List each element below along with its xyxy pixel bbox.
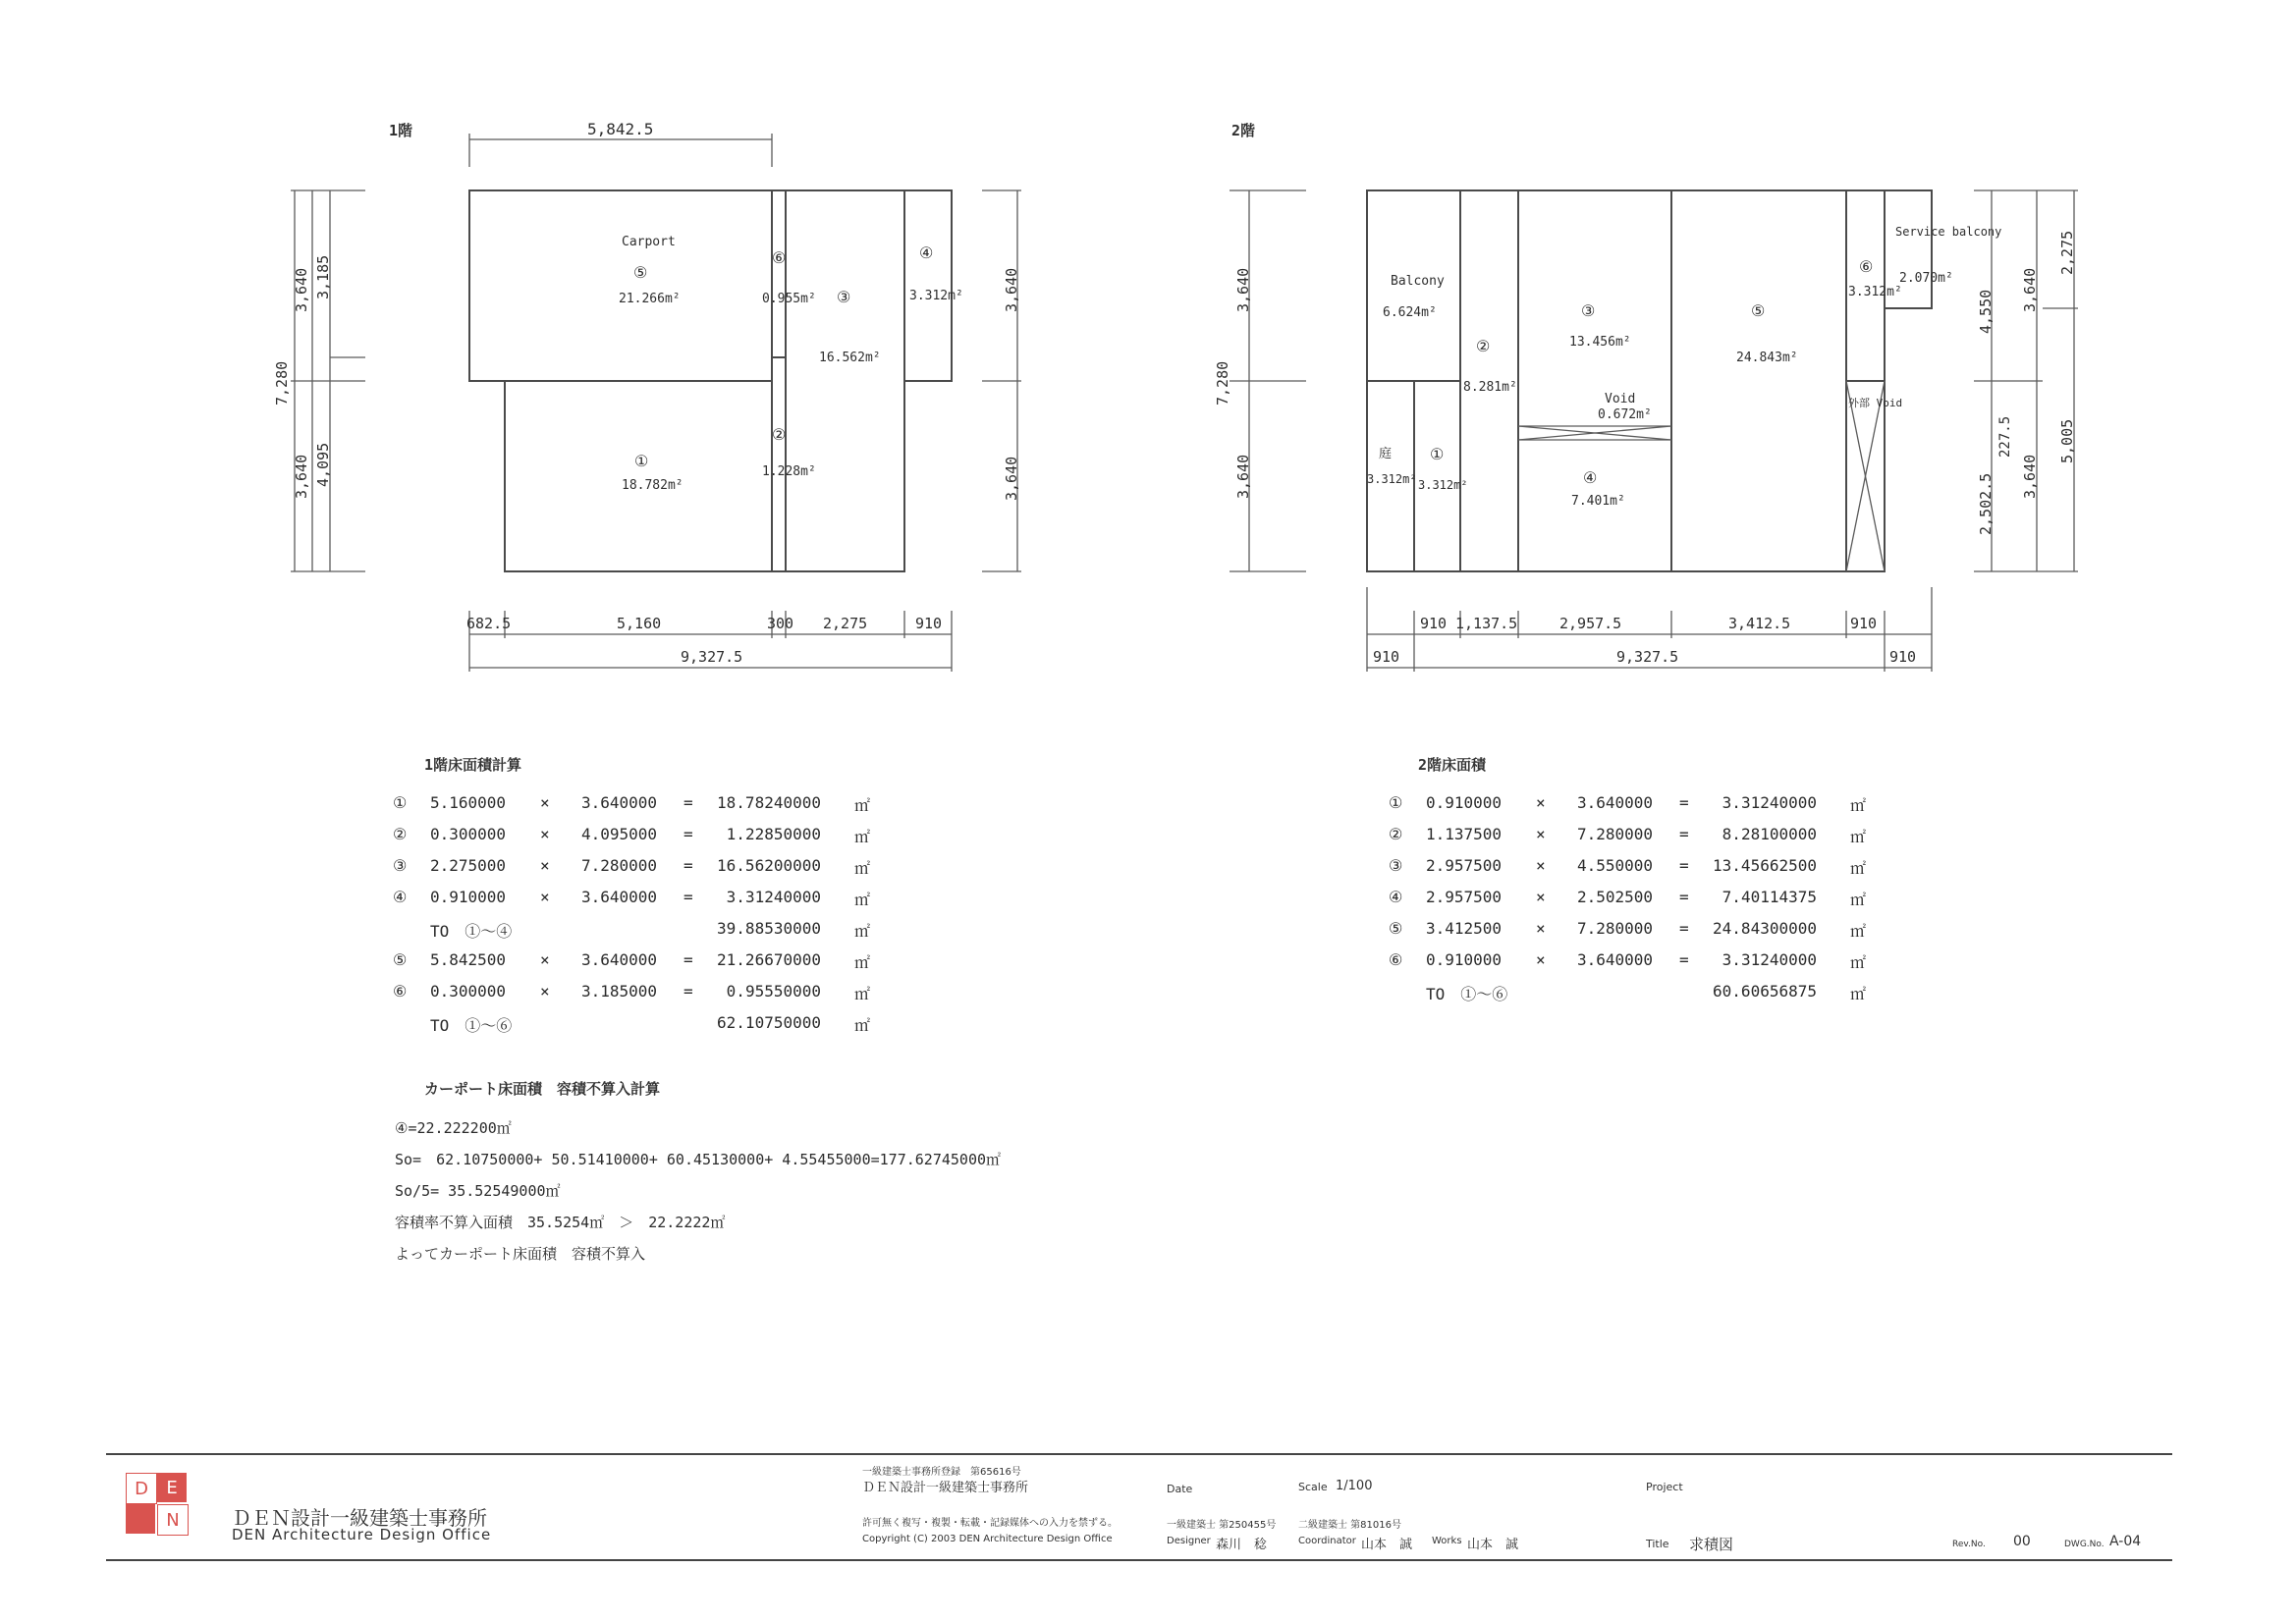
calc-cell: 3.640000	[581, 950, 658, 969]
calc-cell: 21.26670000	[717, 950, 821, 969]
floor2-left-dim-2: 7,280	[1214, 360, 1231, 406]
garden-area: 3.312m²	[1367, 472, 1417, 486]
calc-row	[393, 1013, 943, 1045]
project-label: Project	[1646, 1481, 1683, 1493]
calc-cell: ㎡	[854, 1016, 871, 1035]
scale-value: 1/100	[1336, 1479, 1373, 1493]
floor2-right-dim-4: 2,502.5	[1977, 472, 1995, 535]
architect-1: 一級建築士 第250455号	[1167, 1520, 1277, 1531]
calc-cell: ×	[1536, 950, 1546, 969]
calc-row	[393, 793, 943, 825]
calc-cell: 2.957500	[1426, 888, 1503, 906]
carport-calc-title: カーポート床面積 容積不算入計算	[424, 1080, 661, 1098]
calc-cell: 2.502500	[1577, 888, 1654, 906]
floor2-bottom-dim-4: 3,412.5	[1728, 615, 1791, 632]
calc-cell: =	[1679, 793, 1689, 812]
calc-cell: ×	[540, 856, 550, 875]
f2-room2-num: ②	[1476, 337, 1491, 355]
calc-row	[1389, 793, 1939, 825]
floor1-bottom-dim-2: 5,160	[617, 615, 662, 632]
calc-cell: =	[1679, 888, 1689, 906]
calc-cell: =	[1679, 919, 1689, 938]
floor2-bottom-dim-5: 910	[1850, 615, 1878, 632]
floor2-bottom-dim-3: 2,957.5	[1559, 615, 1622, 632]
room4-zone	[904, 190, 952, 381]
room1-area: 18.782m²	[622, 478, 683, 493]
floor2-label: 2階	[1231, 122, 1256, 139]
floor2-right-dim-7: 227.5	[1997, 415, 2013, 458]
calc-cell: 0.910000	[1426, 793, 1503, 812]
exterior-void-name: 外部 Void	[1848, 397, 1903, 409]
calc-cell: 3.640000	[581, 888, 658, 906]
calc-row	[1389, 888, 1939, 919]
works-label: Works	[1432, 1536, 1462, 1546]
floor1-left-dim-4: 3,640	[293, 454, 310, 499]
floor2-right-dim-5: 3,640	[2021, 454, 2039, 499]
calc-cell: =	[683, 982, 693, 1001]
calc-cell: ×	[540, 825, 550, 843]
floor1-bottom-dim-5: 910	[915, 615, 943, 632]
calc-row	[1389, 856, 1939, 888]
floor2-left-dim-1: 3,640	[1234, 267, 1252, 312]
calc-cell: 13.45662500	[1713, 856, 1817, 875]
void-area: 0.672m²	[1598, 407, 1652, 422]
calc-cell: TO ①～⑥	[1426, 985, 1508, 1003]
designer-label: Designer	[1167, 1536, 1211, 1546]
calc-cell: ⑥	[1389, 950, 1403, 969]
calc-cell: 3.412500	[1426, 919, 1503, 938]
calc-cell: ×	[540, 888, 550, 906]
calc-cell: ①	[393, 793, 408, 812]
calc-cell: 5.160000	[430, 793, 507, 812]
dwg-number: A-04	[2109, 1534, 2142, 1549]
calc-cell: ㎡	[854, 985, 871, 1003]
room3-zone	[786, 190, 904, 571]
logo-block	[126, 1504, 155, 1534]
calc-cell: 1.137500	[1426, 825, 1503, 843]
calc-row	[1389, 950, 1939, 982]
carport-name: Carport	[622, 235, 676, 249]
firm-name-en: DEN Architecture Design Office	[232, 1526, 492, 1543]
calc-cell: 8.28100000	[1722, 825, 1817, 843]
floor1-bottom-dim-1: 682.5	[466, 615, 512, 632]
copyright: Copyright (C) 2003 DEN Architecture Design Office	[862, 1534, 1113, 1544]
date-label: Date	[1167, 1483, 1193, 1495]
room4-area: 3.312m²	[909, 289, 963, 303]
floor2-left-dim-3: 3,640	[1234, 454, 1252, 499]
calc-cell: ㎡	[1850, 891, 1867, 909]
floor2-right-dim-2: 3,640	[2021, 267, 2039, 312]
floor2-right-dim-6: 5,005	[2058, 418, 2076, 463]
f2-room2-area: 8.281m²	[1463, 380, 1517, 395]
calc-cell: 5.842500	[430, 950, 507, 969]
rev-number: 00	[2013, 1534, 2031, 1549]
calc-cell: =	[683, 950, 693, 969]
f2-room1-area: 3.312m²	[1418, 478, 1468, 492]
room3-num: ③	[837, 288, 851, 306]
calc-cell: ㎡	[1850, 828, 1867, 846]
floor2-plan	[1214, 122, 2078, 672]
floor2-overall-dim-2: 9,327.5	[1616, 648, 1679, 666]
calc-cell: 7.40114375	[1722, 888, 1817, 906]
firm-name-jp: ＤＥＮ設計一級建築士事務所	[232, 1506, 487, 1530]
room6-zone	[772, 190, 786, 357]
f2-room3-area: 13.456m²	[1569, 335, 1631, 350]
calc-cell: ㎡	[854, 828, 871, 846]
calc-cell: ㎡	[854, 859, 871, 878]
calc2-table	[1389, 793, 1939, 1013]
office-name: ＤＥＮ設計一級建築士事務所	[862, 1481, 1029, 1495]
calc-cell: ×	[540, 793, 550, 812]
room6-area: 0.955m²	[762, 292, 816, 306]
calc-cell: ×	[540, 950, 550, 969]
carport-num: ⑤	[633, 263, 648, 282]
f2-room4-num: ④	[1583, 468, 1598, 487]
calc-cell: TO ①～⑥	[430, 1016, 513, 1035]
carport-zone	[469, 190, 772, 381]
floor1-left-dim-1: 3,640	[293, 267, 310, 312]
calc-cell: 0.95550000	[726, 982, 821, 1001]
logo-letter-d: D	[126, 1473, 157, 1504]
carport-calc-lines	[395, 1117, 1001, 1274]
carport-line: よってカーポート床面積 容積不算入	[395, 1245, 646, 1263]
f2-room6-area: 3.312m²	[1848, 285, 1902, 299]
copy-notice: 許可無く複写・複製・転載・記録媒体への入力を禁ずる。	[862, 1518, 1118, 1529]
room4-num: ④	[919, 243, 934, 262]
f2-room5-num: ⑤	[1751, 301, 1766, 320]
carport-area: 21.266m²	[619, 292, 681, 306]
calc1-title: 1階床面積計算	[424, 756, 522, 774]
works-name: 山本 誠	[1467, 1538, 1519, 1552]
title-block	[106, 1453, 2172, 1561]
calc-row	[393, 856, 943, 888]
calc-cell: =	[683, 793, 693, 812]
calc-cell: 7.280000	[1577, 825, 1654, 843]
service-balcony-area: 2.070m²	[1899, 271, 1953, 286]
calc-cell: 4.550000	[1577, 856, 1654, 875]
calc-cell: 3.31240000	[1722, 950, 1817, 969]
calc-cell: ㎡	[854, 953, 871, 972]
calc-cell: 2.275000	[430, 856, 507, 875]
calc-cell: ㎡	[854, 796, 871, 815]
f2-room5-area: 24.843m²	[1736, 351, 1798, 365]
floor1-left-dim-5: 4,095	[314, 442, 332, 487]
floor1-left-dim-3: 7,280	[273, 360, 291, 406]
calc-cell: 3.640000	[1577, 950, 1654, 969]
calc-cell: ×	[1536, 919, 1546, 938]
calc-cell: ⑤	[1389, 919, 1403, 938]
calc-cell: =	[1679, 950, 1689, 969]
coordinator-name: 山本 誠	[1361, 1538, 1413, 1552]
carport-line: So= 62.10750000+ 50.51410000+ 60.45130000+ 4.55455000=177.62745000㎡	[395, 1151, 1001, 1168]
calc-cell: 62.10750000	[717, 1013, 821, 1032]
calc-cell: 16.56200000	[717, 856, 821, 875]
calc-cell: ×	[1536, 793, 1546, 812]
calc-row	[393, 982, 943, 1013]
calc-cell: =	[1679, 825, 1689, 843]
calc-cell: 3.640000	[581, 793, 658, 812]
calc-cell: ①	[1389, 793, 1403, 812]
dwg-label: DWG.No.	[2064, 1540, 2105, 1549]
architect-2: 二級建築士 第81016号	[1298, 1520, 1401, 1531]
title-label: Title	[1646, 1538, 1669, 1550]
calc-cell: =	[683, 856, 693, 875]
room2-num: ②	[772, 425, 787, 444]
calc1-table	[393, 793, 943, 1045]
calc-cell: ㎡	[1850, 922, 1867, 941]
calc-cell: ②	[393, 825, 408, 843]
calc-cell: 0.300000	[430, 825, 507, 843]
f2-room4-area: 7.401m²	[1571, 494, 1625, 509]
calc-cell: ㎡	[1850, 796, 1867, 815]
calc-cell: 0.300000	[430, 982, 507, 1001]
calc-cell: ③	[393, 856, 408, 875]
calc-cell: ×	[1536, 825, 1546, 843]
calc-cell: =	[683, 825, 693, 843]
calc-cell: 2.957500	[1426, 856, 1503, 875]
room6-num: ⑥	[772, 248, 787, 267]
rev-label: Rev.No.	[1952, 1540, 1986, 1549]
calc-row	[393, 825, 943, 856]
calc-cell: ㎡	[854, 891, 871, 909]
floor2-bottom-dim-2: 1,137.5	[1455, 615, 1518, 632]
floor2-right-dim-1: 4,550	[1977, 289, 1995, 334]
balcony-area: 6.624m²	[1383, 305, 1437, 320]
room2-area: 1.228m²	[762, 464, 816, 479]
calc-cell: 0.910000	[430, 888, 507, 906]
floor1-left-dim-2: 3,185	[314, 254, 332, 299]
calc-cell: ⑥	[393, 982, 408, 1001]
calc-cell: ×	[540, 982, 550, 1001]
f2-room1-num: ①	[1430, 445, 1445, 463]
void-name: Void	[1605, 392, 1636, 406]
room1-num: ①	[634, 452, 649, 470]
designer-name: 森川 稔	[1216, 1538, 1268, 1552]
calc-cell: ㎡	[854, 922, 871, 941]
room1-zone	[505, 381, 772, 571]
logo-letter-e: E	[157, 1473, 187, 1502]
registration: 一級建築士事務所登録 第65616号	[862, 1467, 1021, 1478]
calc-cell: 4.095000	[581, 825, 658, 843]
calc-cell: 39.88530000	[717, 919, 821, 938]
calc-row	[1389, 919, 1939, 950]
floor1-overall-dim: 9,327.5	[681, 648, 743, 666]
calc-cell: 3.31240000	[1722, 793, 1817, 812]
calc-cell: 3.185000	[581, 982, 658, 1001]
floor1-right-dim-1: 3,640	[1003, 267, 1020, 312]
logo-letter-n: N	[157, 1504, 189, 1536]
calc-cell: 1.22850000	[726, 825, 821, 843]
calc-cell: 18.78240000	[717, 793, 821, 812]
service-balcony-name: Service balcony	[1895, 225, 2002, 239]
calc-cell: 0.910000	[1426, 950, 1503, 969]
coordinator-label: Coordinator	[1298, 1536, 1356, 1546]
calc-cell: ④	[393, 888, 408, 906]
carport-line: ④=22.222200㎡	[395, 1119, 512, 1137]
drawing-title: 求積図	[1689, 1536, 1734, 1553]
calc-cell: ㎡	[1850, 953, 1867, 972]
floor2-overall-dim-1: 910	[1373, 648, 1400, 666]
calc-row	[393, 919, 943, 950]
scale-label: Scale	[1298, 1481, 1328, 1493]
calc-cell: =	[1679, 856, 1689, 875]
calc-cell: =	[683, 888, 693, 906]
carport-line: So/5= 35.52549000㎡	[395, 1182, 561, 1200]
calc-cell: 3.31240000	[726, 888, 821, 906]
floor1-top-dim: 5,842.5	[587, 120, 654, 138]
f2-room6-num: ⑥	[1859, 257, 1874, 276]
carport-line: 容積率不算入面積 35.5254㎡ ＞ 22.2222㎡	[395, 1214, 726, 1231]
garden-name: 庭	[1379, 447, 1393, 461]
calc-cell: 60.60656875	[1713, 982, 1817, 1001]
floor1-label: 1階	[389, 122, 413, 139]
calc-row	[393, 888, 943, 919]
floor1-bottom-dim-3: 300	[767, 615, 794, 632]
f2-room3-num: ③	[1581, 301, 1596, 320]
calc-row	[393, 950, 943, 982]
calc-cell: ④	[1389, 888, 1403, 906]
calc2-title: 2階床面積	[1418, 756, 1487, 774]
floor2-overall-dim-3: 910	[1889, 648, 1917, 666]
calc-cell: 3.640000	[1577, 793, 1654, 812]
floor1-bottom-dim-4: 2,275	[823, 615, 868, 632]
calc-cell: ②	[1389, 825, 1403, 843]
calc-cell: TO ①～④	[430, 922, 513, 941]
calc-cell: 24.84300000	[1713, 919, 1817, 938]
calc-cell: ③	[1389, 856, 1403, 875]
balcony-name: Balcony	[1391, 274, 1445, 289]
floor1-plan	[273, 120, 1021, 672]
calc-cell: ⑤	[393, 950, 408, 969]
calc-row	[1389, 982, 1939, 1013]
calc-cell: 7.280000	[581, 856, 658, 875]
calc-row	[1389, 825, 1939, 856]
calc-cell: ㎡	[1850, 985, 1867, 1003]
calc-cell: ×	[1536, 856, 1546, 875]
floor1-right-dim-2: 3,640	[1003, 456, 1020, 501]
calc-cell: ㎡	[1850, 859, 1867, 878]
calc-cell: 7.280000	[1577, 919, 1654, 938]
calc-cell: ×	[1536, 888, 1546, 906]
floor2-bottom-dim-1: 910	[1420, 615, 1448, 632]
room3-area: 16.562m²	[819, 351, 881, 365]
floor2-right-dim-3: 2,275	[2058, 230, 2076, 275]
